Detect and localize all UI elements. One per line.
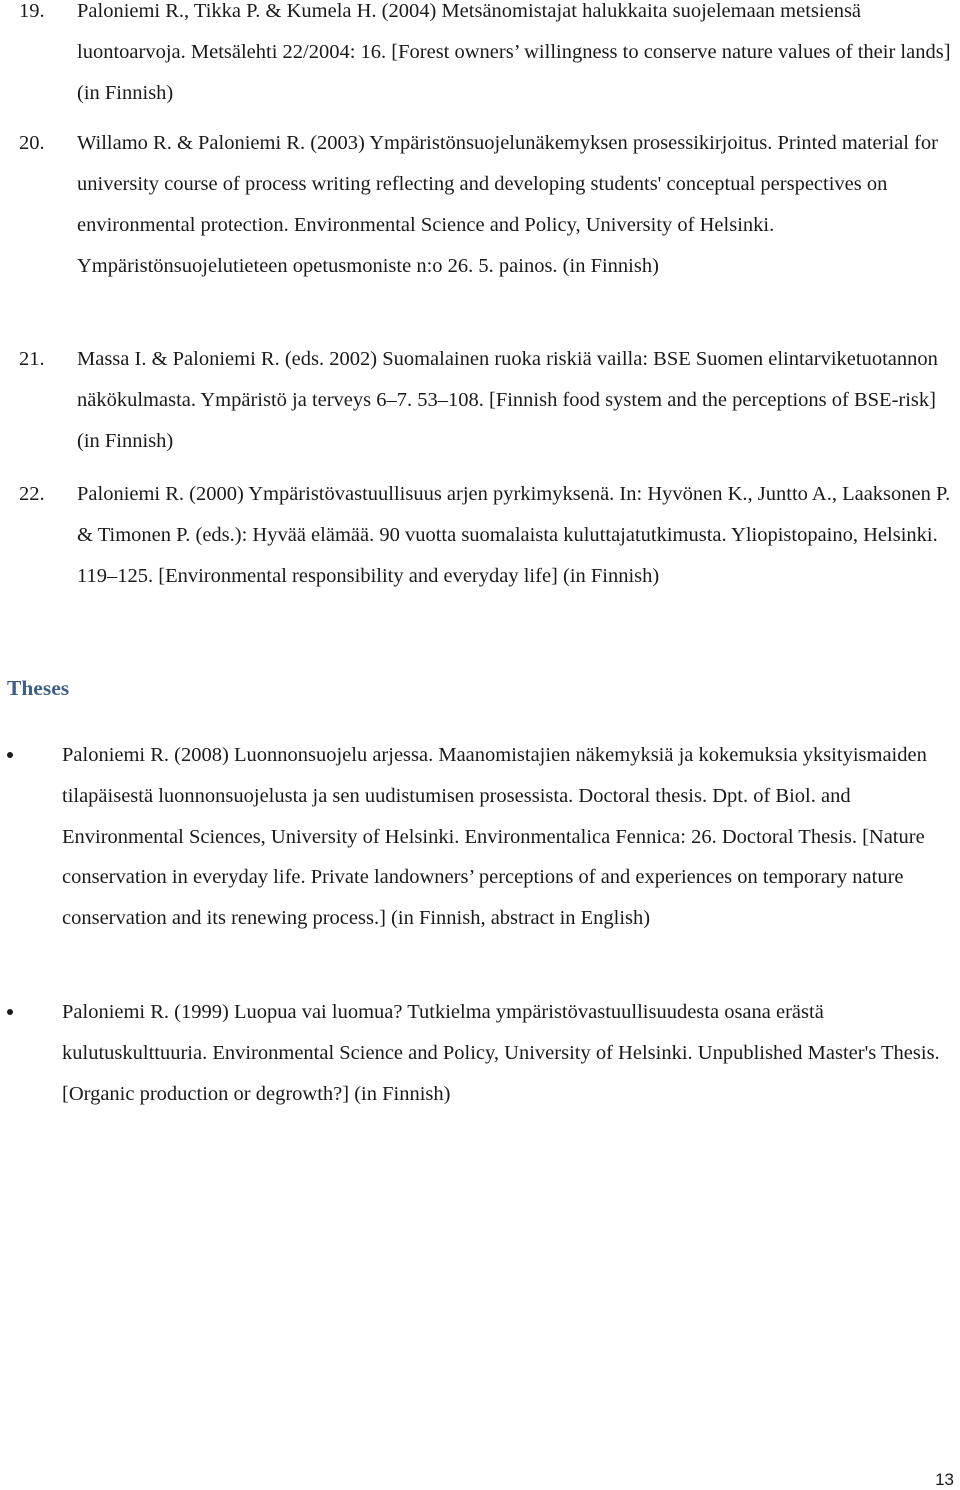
bullet-icon (7, 1009, 13, 1015)
reference-number: 22. (19, 483, 45, 505)
reference-text: Paloniemi R., Tikka P. & Kumela H. (2004) Metsänomistajat halukkaita suojelemaan metsiensä luontoarvoja. Metsälehti 22/2004: 16. [Forest owners’ willingness to conserve nature values of their lands] (in Finnish) (77, 0, 951, 104)
thesis-item (62, 992, 952, 1114)
thesis-text: Paloniemi R. (1999) Luopua vai luomua? Tutkielma ympäristövastuullisuudesta osana erästä kulutuskulttuuria. Environmental Science and Policy, University of Helsinki. Unpublished Master's Thesis. [Organic production or degrowth?] (in Finnish) (62, 1001, 940, 1105)
bullet-icon (7, 752, 13, 758)
reference-number: 19. (19, 0, 45, 22)
reference-text: Paloniemi R. (2000) Ympäristövastuullisuus arjen pyrkimyksenä. In: Hyvönen K., Juntto A., Laaksonen P. & Timonen P. (eds.): Hyvää elämää. 90 vuotta suomalaista kuluttajatutkimusta. Yliopistopaino, Helsinki. 119–125. [Environmental responsibility and everyday life] (in Finnish) (77, 483, 951, 587)
theses-heading: Theses (7, 676, 70, 700)
reference-number: 21. (19, 348, 45, 370)
reference-item-22 (19, 474, 957, 597)
reference-item-21 (19, 339, 957, 462)
reference-item-19 (19, 0, 957, 114)
thesis-item (62, 735, 952, 939)
reference-item-20 (19, 123, 957, 287)
reference-text: Willamo R. & Paloniemi R. (2003) Ympäristönsuojelunäkemyksen prosessikirjoitus. Printed material for university course of process writing reflecting and developing students' conceptual perspectives on environmental protection. Environmental Science and Policy, University of Helsinki. Ympäristönsuojelutieteen opetusmoniste n:o 26. 5. painos. (in Finnish) (77, 132, 938, 277)
page-number: 13 (935, 1470, 954, 1489)
reference-number: 20. (19, 132, 45, 154)
reference-text: Massa I. & Paloniemi R. (eds. 2002) Suomalainen ruoka riskiä vailla: BSE Suomen elintarviketuotannon näkökulmasta. Ympäristö ja terveys 6–7. 53–108. [Finnish food system and the perceptions of BSE-risk] (in Finnish) (77, 348, 938, 452)
thesis-text: Paloniemi R. (2008) Luonnonsuojelu arjessa. Maanomistajien näkemyksiä ja kokemuksia yksityismaiden tilapäisestä luonnonsuojelusta ja sen uudistumisen prosessista. Doctoral thesis. Dpt. of Biol. and Environmental Sciences, University of Helsinki. Environmentalica Fennica: 26. Doctoral Thesis. [Nature conservation in everyday life. Private landowners’ perceptions of and experiences on temporary nature conservation and its renewing process.] (in Finnish, abstract in English) (62, 744, 927, 930)
